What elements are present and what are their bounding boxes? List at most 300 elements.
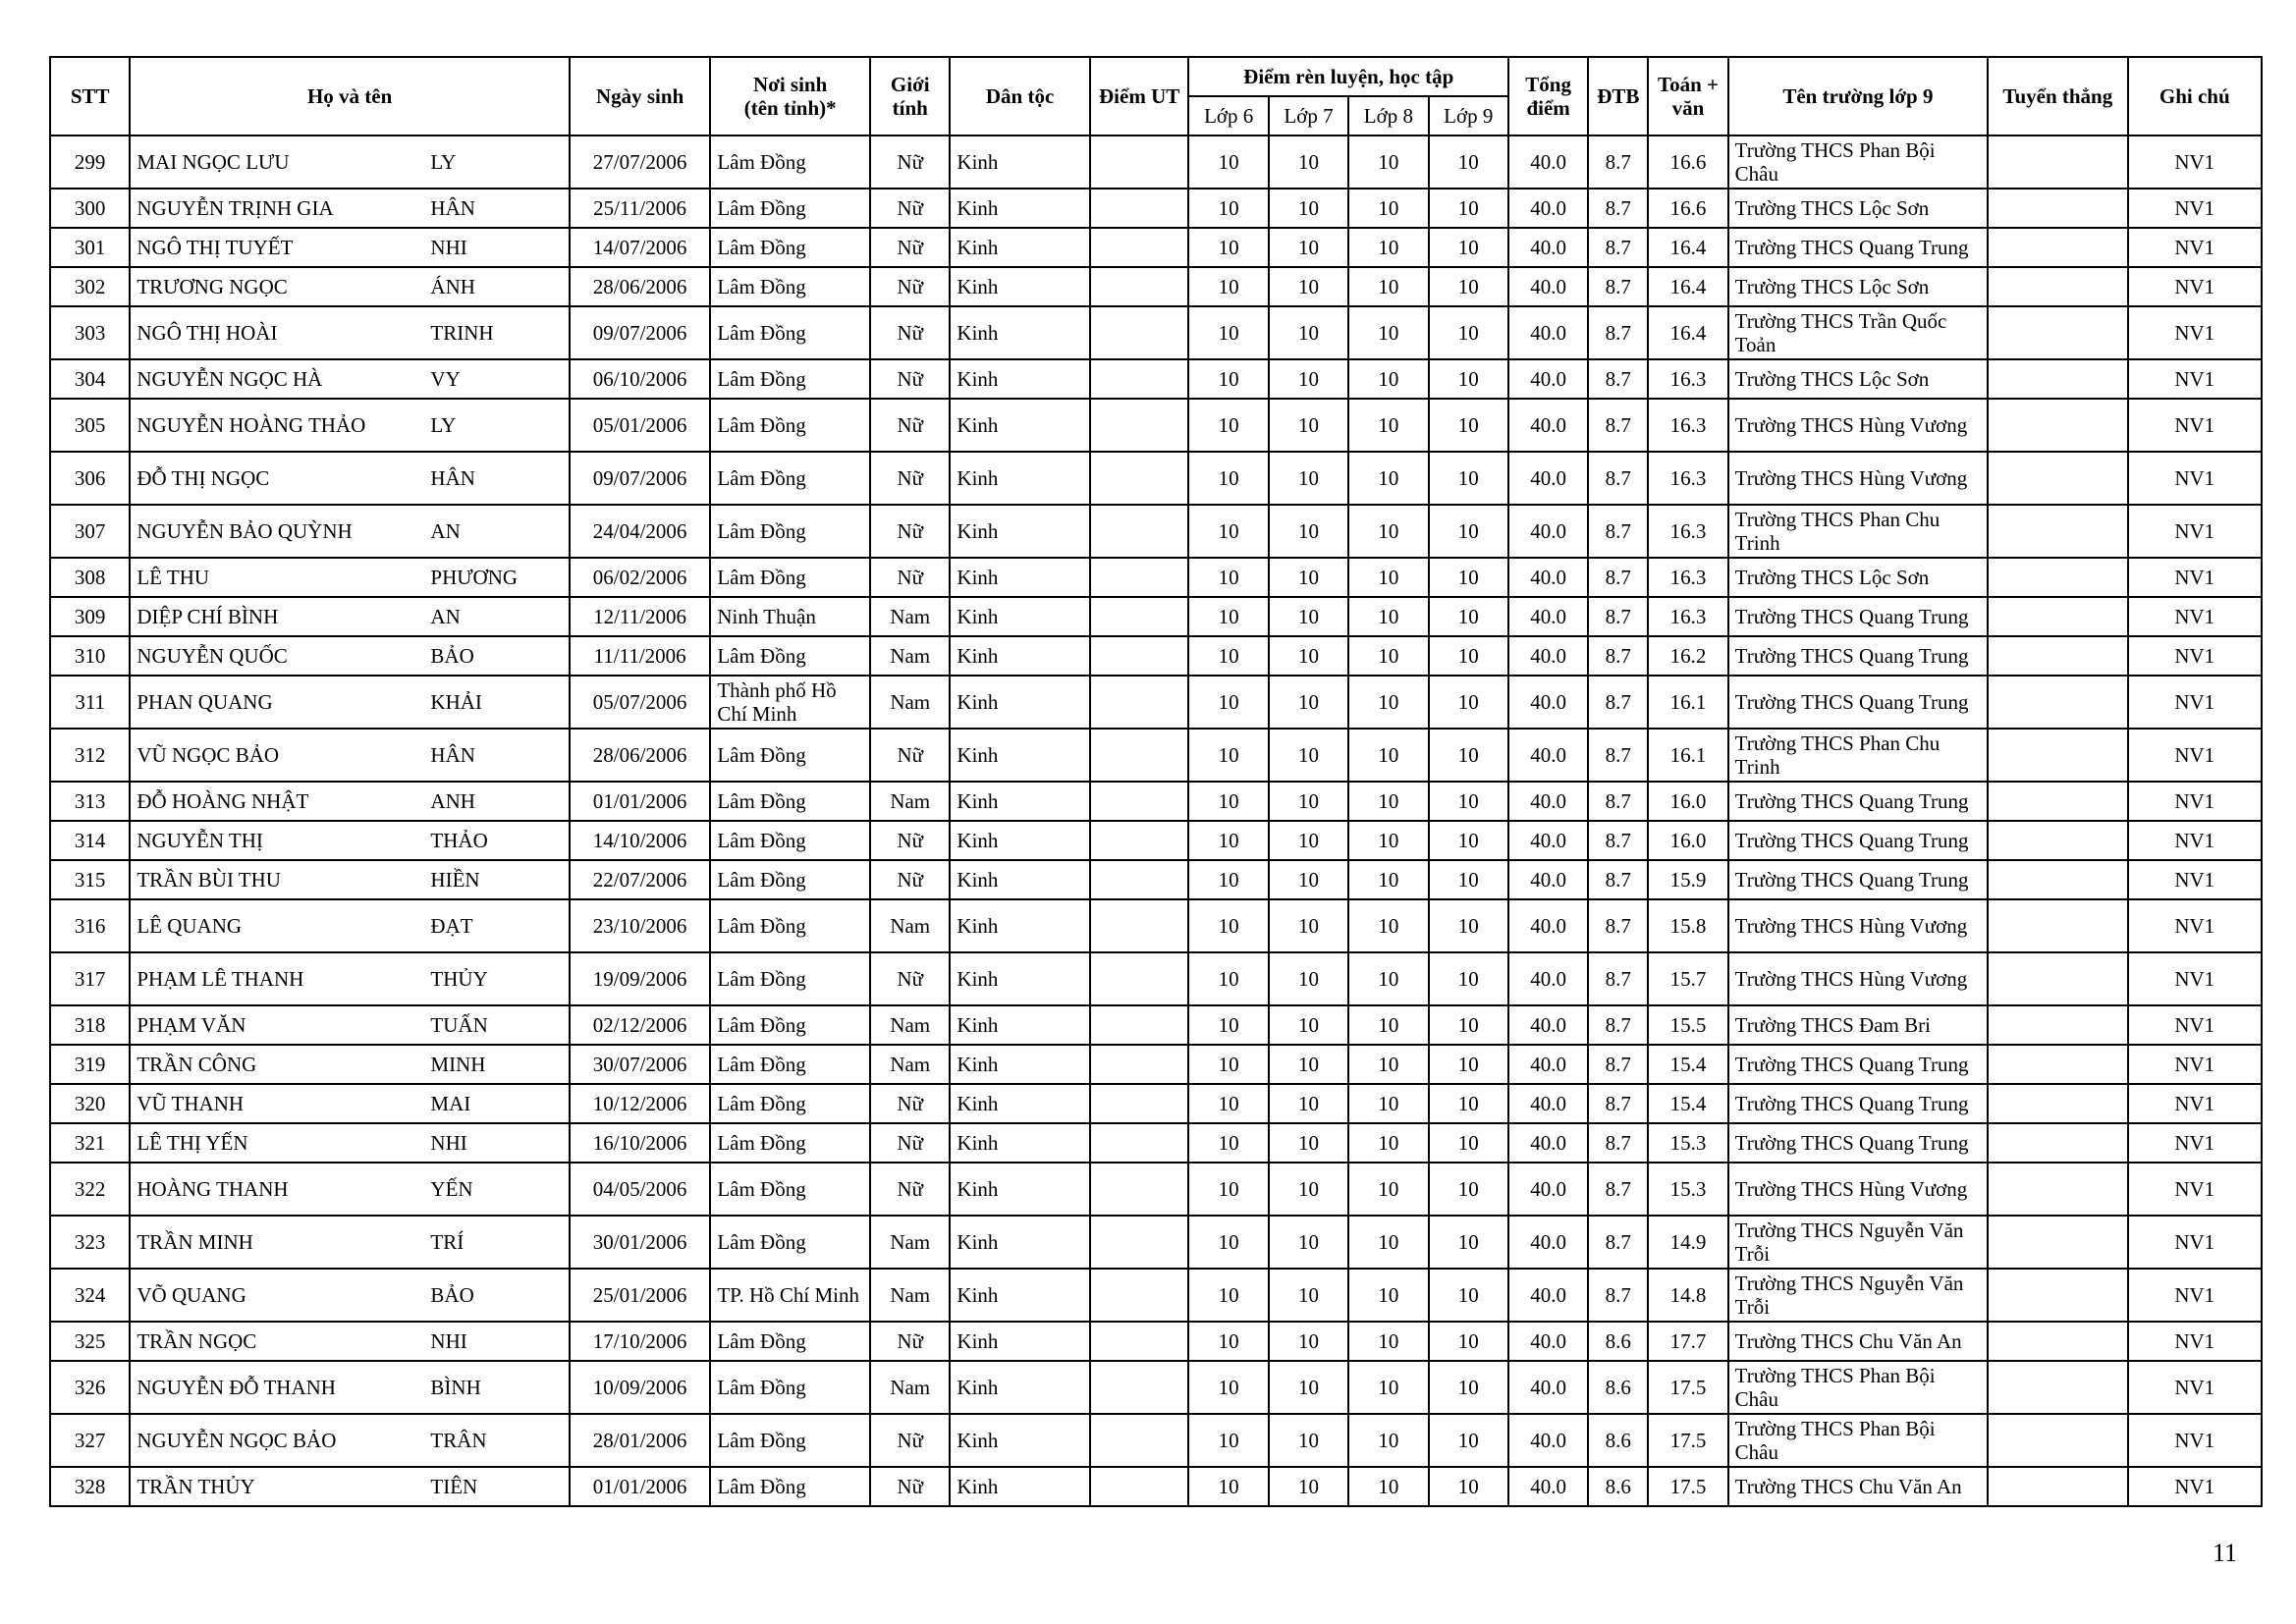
cell-noi-sinh: Lâm Đồng [710, 189, 870, 228]
cell-ten-truong: Trường THCS Hùng Vương [1728, 1163, 1988, 1216]
cell-lop6: 10 [1188, 306, 1268, 359]
cell-tuyen-thang [1988, 1045, 2127, 1084]
table-row [50, 782, 2262, 821]
cell-noi-sinh: Lâm Đồng [710, 952, 870, 1005]
cell-toan-van: 16.1 [1648, 729, 1727, 782]
cell-ten-truong: Trường THCS Hùng Vương [1728, 952, 1988, 1005]
cell-noi-sinh: Lâm Đồng [710, 821, 870, 860]
cell-gioi-tinh: Nữ [870, 821, 950, 860]
cell-lop9: 10 [1429, 1163, 1508, 1216]
cell-stt: 317 [50, 952, 130, 1005]
cell-dtb: 8.7 [1588, 860, 1648, 899]
cell-tong-diem: 40.0 [1508, 782, 1588, 821]
cell-lop7: 10 [1269, 782, 1348, 821]
cell-gioi-tinh: Nữ [870, 1467, 950, 1506]
cell-dan-toc: Kinh [950, 729, 1089, 782]
cell-ten-truong: Trường THCS Phan Bội Châu [1728, 1361, 1988, 1414]
cell-dtb: 8.7 [1588, 782, 1648, 821]
cell-ten-truong: Trường THCS Lộc Sơn [1728, 189, 1988, 228]
cell-dtb: 8.6 [1588, 1467, 1648, 1506]
cell-dan-toc: Kinh [950, 1414, 1089, 1467]
cell-stt: 320 [50, 1084, 130, 1123]
cell-ho: HOÀNG THANH [130, 1163, 424, 1216]
cell-noi-sinh: Lâm Đồng [710, 1467, 870, 1506]
cell-dan-toc: Kinh [950, 1361, 1089, 1414]
table-row [50, 899, 2262, 952]
cell-ten-truong: Trường THCS Hùng Vương [1728, 452, 1988, 505]
cell-gioi-tinh: Nam [870, 1361, 950, 1414]
cell-ho: PHẠM LÊ THANH [130, 952, 424, 1005]
cell-lop9: 10 [1429, 636, 1508, 676]
cell-lop6: 10 [1188, 1414, 1268, 1467]
cell-lop7: 10 [1269, 1467, 1348, 1506]
cell-tuyen-thang [1988, 1414, 2127, 1467]
header-tong-line2: điểm [1526, 96, 1570, 120]
cell-ghi-chu: NV1 [2128, 359, 2262, 399]
cell-lop7: 10 [1269, 1084, 1348, 1123]
cell-ten-truong: Trường THCS Quang Trung [1728, 821, 1988, 860]
cell-tuyen-thang [1988, 1216, 2127, 1269]
cell-lop7: 10 [1269, 860, 1348, 899]
cell-lop8: 10 [1348, 1163, 1428, 1216]
header-gioi-tinh-line2: tính [892, 96, 928, 120]
cell-gioi-tinh: Nữ [870, 189, 950, 228]
cell-noi-sinh: Lâm Đồng [710, 135, 870, 189]
cell-tong-diem: 40.0 [1508, 452, 1588, 505]
cell-tuyen-thang [1988, 782, 2127, 821]
cell-ten: LY [424, 135, 570, 189]
cell-ghi-chu: NV1 [2128, 676, 2262, 729]
cell-noi-sinh: Lâm Đồng [710, 1005, 870, 1045]
cell-dtb: 8.7 [1588, 952, 1648, 1005]
cell-lop7: 10 [1269, 1414, 1348, 1467]
cell-gioi-tinh: Nữ [870, 1414, 950, 1467]
cell-lop6: 10 [1188, 228, 1268, 267]
cell-dtb: 8.7 [1588, 228, 1648, 267]
cell-noi-sinh: TP. Hồ Chí Minh [710, 1269, 870, 1322]
cell-toan-van: 16.3 [1648, 452, 1727, 505]
cell-lop6: 10 [1188, 1123, 1268, 1163]
cell-toan-van: 15.5 [1648, 1005, 1727, 1045]
cell-lop7: 10 [1269, 1216, 1348, 1269]
cell-ho: TRẦN MINH [130, 1216, 424, 1269]
table-row [50, 597, 2262, 636]
header-toan-line1: Toán + [1658, 73, 1719, 96]
cell-stt: 300 [50, 189, 130, 228]
cell-gioi-tinh: Nam [870, 1269, 950, 1322]
header-stt: STT [50, 57, 130, 135]
cell-ten-truong: Trường THCS Chu Văn An [1728, 1467, 1988, 1506]
cell-tong-diem: 40.0 [1508, 899, 1588, 952]
cell-lop9: 10 [1429, 267, 1508, 306]
cell-tong-diem: 40.0 [1508, 505, 1588, 558]
table-row [50, 952, 2262, 1005]
cell-lop7: 10 [1269, 597, 1348, 636]
cell-ho: TRẦN CÔNG [130, 1045, 424, 1084]
cell-tuyen-thang [1988, 899, 2127, 952]
header-noi-sinh-line2: (tên tỉnh)* [743, 96, 837, 120]
cell-lop8: 10 [1348, 267, 1428, 306]
cell-lop7: 10 [1269, 452, 1348, 505]
cell-ngay-sinh: 27/07/2006 [570, 135, 710, 189]
cell-lop8: 10 [1348, 1414, 1428, 1467]
cell-dtb: 8.7 [1588, 1005, 1648, 1045]
cell-toan-van: 16.4 [1648, 267, 1727, 306]
cell-gioi-tinh: Nữ [870, 952, 950, 1005]
cell-diem-ut [1090, 228, 1189, 267]
table-row [50, 452, 2262, 505]
cell-ten: TIÊN [424, 1467, 570, 1506]
cell-noi-sinh: Lâm Đồng [710, 1322, 870, 1361]
cell-diem-ut [1090, 399, 1189, 452]
cell-diem-ut [1090, 558, 1189, 597]
cell-tong-diem: 40.0 [1508, 1045, 1588, 1084]
cell-tong-diem: 40.0 [1508, 399, 1588, 452]
cell-dtb: 8.7 [1588, 1084, 1648, 1123]
cell-lop9: 10 [1429, 1361, 1508, 1414]
cell-dan-toc: Kinh [950, 860, 1089, 899]
cell-noi-sinh: Lâm Đồng [710, 899, 870, 952]
cell-lop7: 10 [1269, 952, 1348, 1005]
cell-diem-ut [1090, 359, 1189, 399]
cell-noi-sinh: Lâm Đồng [710, 1045, 870, 1084]
cell-diem-ut [1090, 952, 1189, 1005]
cell-ngay-sinh: 01/01/2006 [570, 1467, 710, 1506]
table-row [50, 729, 2262, 782]
cell-ten-truong: Trường THCS Phan Chu Trinh [1728, 505, 1988, 558]
cell-gioi-tinh: Nữ [870, 1084, 950, 1123]
cell-ho: TRẦN NGỌC [130, 1322, 424, 1361]
cell-lop7: 10 [1269, 267, 1348, 306]
cell-lop9: 10 [1429, 306, 1508, 359]
header-lop8: Lớp 8 [1348, 96, 1428, 135]
cell-toan-van: 15.4 [1648, 1084, 1727, 1123]
cell-toan-van: 16.6 [1648, 189, 1727, 228]
cell-ho: NGUYỄN THỊ [130, 821, 424, 860]
cell-stt: 312 [50, 729, 130, 782]
cell-tong-diem: 40.0 [1508, 860, 1588, 899]
cell-tuyen-thang [1988, 505, 2127, 558]
cell-ten: AN [424, 597, 570, 636]
cell-ngay-sinh: 01/01/2006 [570, 782, 710, 821]
cell-tong-diem: 40.0 [1508, 1467, 1588, 1506]
cell-lop6: 10 [1188, 1361, 1268, 1414]
cell-ten-truong: Trường THCS Lộc Sơn [1728, 558, 1988, 597]
cell-ten: MINH [424, 1045, 570, 1084]
cell-ten: MAI [424, 1084, 570, 1123]
cell-lop8: 10 [1348, 782, 1428, 821]
cell-diem-ut [1090, 1322, 1189, 1361]
cell-tong-diem: 40.0 [1508, 359, 1588, 399]
cell-toan-van: 17.5 [1648, 1467, 1727, 1506]
cell-dtb: 8.7 [1588, 1123, 1648, 1163]
cell-tong-diem: 40.0 [1508, 135, 1588, 189]
cell-tuyen-thang [1988, 1005, 2127, 1045]
cell-dtb: 8.7 [1588, 189, 1648, 228]
cell-ghi-chu: NV1 [2128, 558, 2262, 597]
table-row [50, 1005, 2262, 1045]
cell-ngay-sinh: 25/01/2006 [570, 1269, 710, 1322]
cell-lop6: 10 [1188, 558, 1268, 597]
cell-lop6: 10 [1188, 135, 1268, 189]
cell-ten: KHẢI [424, 676, 570, 729]
cell-lop9: 10 [1429, 597, 1508, 636]
cell-tuyen-thang [1988, 558, 2127, 597]
cell-lop7: 10 [1269, 1005, 1348, 1045]
table-row [50, 636, 2262, 676]
cell-ho: TRƯƠNG NGỌC [130, 267, 424, 306]
cell-stt: 304 [50, 359, 130, 399]
header-noi-sinh [710, 57, 870, 135]
cell-lop8: 10 [1348, 1269, 1428, 1322]
cell-lop7: 10 [1269, 505, 1348, 558]
cell-ten: TRÍ [424, 1216, 570, 1269]
cell-lop8: 10 [1348, 399, 1428, 452]
cell-lop7: 10 [1269, 135, 1348, 189]
cell-toan-van: 14.8 [1648, 1269, 1727, 1322]
cell-lop6: 10 [1188, 952, 1268, 1005]
cell-ho: NGÔ THỊ HOÀI [130, 306, 424, 359]
cell-diem-ut [1090, 1005, 1189, 1045]
cell-ho: PHAN QUANG [130, 676, 424, 729]
cell-ghi-chu: NV1 [2128, 782, 2262, 821]
cell-ghi-chu: NV1 [2128, 860, 2262, 899]
cell-dtb: 8.7 [1588, 899, 1648, 952]
cell-dtb: 8.6 [1588, 1414, 1648, 1467]
cell-dan-toc: Kinh [950, 952, 1089, 1005]
cell-lop8: 10 [1348, 1322, 1428, 1361]
cell-noi-sinh: Lâm Đồng [710, 1414, 870, 1467]
cell-stt: 322 [50, 1163, 130, 1216]
table-row [50, 1216, 2262, 1269]
cell-lop8: 10 [1348, 1045, 1428, 1084]
cell-toan-van: 16.3 [1648, 558, 1727, 597]
cell-diem-ut [1090, 1269, 1189, 1322]
cell-lop6: 10 [1188, 267, 1268, 306]
cell-diem-ut [1090, 636, 1189, 676]
cell-dan-toc: Kinh [950, 821, 1089, 860]
cell-tong-diem: 40.0 [1508, 267, 1588, 306]
cell-lop6: 10 [1188, 1045, 1268, 1084]
cell-dan-toc: Kinh [950, 1084, 1089, 1123]
cell-stt: 302 [50, 267, 130, 306]
cell-lop6: 10 [1188, 1163, 1268, 1216]
cell-tuyen-thang [1988, 952, 2127, 1005]
cell-tuyen-thang [1988, 597, 2127, 636]
cell-dan-toc: Kinh [950, 558, 1089, 597]
cell-lop7: 10 [1269, 899, 1348, 952]
cell-ghi-chu: NV1 [2128, 1414, 2262, 1467]
cell-tuyen-thang [1988, 1123, 2127, 1163]
cell-toan-van: 16.3 [1648, 505, 1727, 558]
cell-lop6: 10 [1188, 821, 1268, 860]
cell-diem-ut [1090, 729, 1189, 782]
cell-ngay-sinh: 22/07/2006 [570, 860, 710, 899]
cell-lop7: 10 [1269, 359, 1348, 399]
cell-ten-truong: Trường THCS Quang Trung [1728, 228, 1988, 267]
cell-lop7: 10 [1269, 1361, 1348, 1414]
cell-lop7: 10 [1269, 558, 1348, 597]
table-row [50, 135, 2262, 189]
header-ghi-chu: Ghi chú [2128, 57, 2262, 135]
cell-ngay-sinh: 05/07/2006 [570, 676, 710, 729]
cell-ghi-chu: NV1 [2128, 399, 2262, 452]
cell-noi-sinh: Lâm Đồng [710, 228, 870, 267]
cell-ho: TRẦN BÙI THU [130, 860, 424, 899]
cell-ngay-sinh: 25/11/2006 [570, 189, 710, 228]
cell-diem-ut [1090, 676, 1189, 729]
cell-diem-ut [1090, 860, 1189, 899]
cell-ten: ÁNH [424, 267, 570, 306]
cell-diem-ut [1090, 189, 1189, 228]
cell-lop8: 10 [1348, 558, 1428, 597]
cell-toan-van: 17.7 [1648, 1322, 1727, 1361]
cell-ten-truong: Trường THCS Quang Trung [1728, 1123, 1988, 1163]
cell-lop9: 10 [1429, 505, 1508, 558]
cell-dan-toc: Kinh [950, 228, 1089, 267]
cell-toan-van: 16.4 [1648, 306, 1727, 359]
cell-ghi-chu: NV1 [2128, 1084, 2262, 1123]
cell-lop9: 10 [1429, 676, 1508, 729]
cell-lop6: 10 [1188, 189, 1268, 228]
cell-tuyen-thang [1988, 676, 2127, 729]
cell-dan-toc: Kinh [950, 676, 1089, 729]
cell-noi-sinh: Lâm Đồng [710, 782, 870, 821]
cell-ghi-chu: NV1 [2128, 228, 2262, 267]
cell-diem-ut [1090, 267, 1189, 306]
cell-dtb: 8.7 [1588, 1045, 1648, 1084]
cell-tong-diem: 40.0 [1508, 1322, 1588, 1361]
cell-dan-toc: Kinh [950, 359, 1089, 399]
cell-diem-ut [1090, 1216, 1189, 1269]
table-row [50, 558, 2262, 597]
cell-ngay-sinh: 12/11/2006 [570, 597, 710, 636]
header-ho-ten: Họ và tên [130, 57, 570, 135]
cell-toan-van: 16.3 [1648, 597, 1727, 636]
cell-ho: NGUYỄN NGỌC BẢO [130, 1414, 424, 1467]
cell-ngay-sinh: 14/10/2006 [570, 821, 710, 860]
header-lop9: Lớp 9 [1429, 96, 1508, 135]
cell-ten-truong: Trường THCS Nguyễn Văn Trỗi [1728, 1216, 1988, 1269]
cell-tuyen-thang [1988, 452, 2127, 505]
cell-dan-toc: Kinh [950, 1216, 1089, 1269]
cell-dan-toc: Kinh [950, 636, 1089, 676]
cell-tuyen-thang [1988, 729, 2127, 782]
cell-dan-toc: Kinh [950, 452, 1089, 505]
cell-ten: HÂN [424, 189, 570, 228]
cell-lop7: 10 [1269, 729, 1348, 782]
cell-ten: THỦY [424, 952, 570, 1005]
table-row [50, 189, 2262, 228]
cell-lop9: 10 [1429, 1123, 1508, 1163]
cell-tuyen-thang [1988, 821, 2127, 860]
cell-noi-sinh: Lâm Đồng [710, 306, 870, 359]
cell-ten: ANH [424, 782, 570, 821]
cell-ngay-sinh: 28/06/2006 [570, 267, 710, 306]
cell-gioi-tinh: Nam [870, 782, 950, 821]
cell-lop8: 10 [1348, 1361, 1428, 1414]
cell-diem-ut [1090, 821, 1189, 860]
header-noi-sinh-line1: Nơi sinh [753, 73, 828, 96]
cell-stt: 327 [50, 1414, 130, 1467]
table-row [50, 267, 2262, 306]
cell-lop9: 10 [1429, 1084, 1508, 1123]
cell-lop7: 10 [1269, 189, 1348, 228]
cell-ten: NHI [424, 1322, 570, 1361]
cell-ngay-sinh: 02/12/2006 [570, 1005, 710, 1045]
cell-lop8: 10 [1348, 452, 1428, 505]
table-row [50, 505, 2262, 558]
cell-lop8: 10 [1348, 821, 1428, 860]
cell-stt: 318 [50, 1005, 130, 1045]
cell-ho: TRẦN THỦY [130, 1467, 424, 1506]
cell-ngay-sinh: 06/02/2006 [570, 558, 710, 597]
cell-gioi-tinh: Nữ [870, 505, 950, 558]
cell-noi-sinh: Lâm Đồng [710, 1123, 870, 1163]
cell-ngay-sinh: 19/09/2006 [570, 952, 710, 1005]
cell-tuyen-thang [1988, 359, 2127, 399]
cell-ho: NGUYỄN HOÀNG THẢO [130, 399, 424, 452]
cell-lop6: 10 [1188, 1084, 1268, 1123]
cell-tuyen-thang [1988, 306, 2127, 359]
cell-dtb: 8.7 [1588, 1216, 1648, 1269]
header-diem-ren-luyen: Điểm rèn luyện, học tập [1188, 57, 1507, 96]
cell-noi-sinh: Lâm Đồng [710, 1361, 870, 1414]
cell-ten: BẢO [424, 1269, 570, 1322]
cell-tong-diem: 40.0 [1508, 636, 1588, 676]
cell-ten-truong: Trường THCS Hùng Vương [1728, 399, 1988, 452]
cell-lop7: 10 [1269, 636, 1348, 676]
cell-noi-sinh: Thành phố Hồ Chí Minh [710, 676, 870, 729]
cell-ngay-sinh: 05/01/2006 [570, 399, 710, 452]
cell-noi-sinh: Lâm Đồng [710, 558, 870, 597]
cell-stt: 316 [50, 899, 130, 952]
cell-ten: HIỀN [424, 860, 570, 899]
cell-tong-diem: 40.0 [1508, 1163, 1588, 1216]
cell-tong-diem: 40.0 [1508, 1123, 1588, 1163]
cell-ho: MAI NGỌC LƯU [130, 135, 424, 189]
cell-ho: VÕ QUANG [130, 1269, 424, 1322]
cell-ghi-chu: NV1 [2128, 1123, 2262, 1163]
cell-tong-diem: 40.0 [1508, 306, 1588, 359]
cell-tuyen-thang [1988, 860, 2127, 899]
cell-dan-toc: Kinh [950, 1005, 1089, 1045]
cell-tong-diem: 40.0 [1508, 558, 1588, 597]
cell-ngay-sinh: 06/10/2006 [570, 359, 710, 399]
cell-ten-truong: Trường THCS Đam Bri [1728, 1005, 1988, 1045]
cell-lop6: 10 [1188, 452, 1268, 505]
cell-dtb: 8.7 [1588, 399, 1648, 452]
cell-lop8: 10 [1348, 228, 1428, 267]
header-diem-ut: Điểm UT [1090, 57, 1189, 135]
cell-diem-ut [1090, 597, 1189, 636]
cell-ghi-chu: NV1 [2128, 1467, 2262, 1506]
cell-lop9: 10 [1429, 899, 1508, 952]
cell-gioi-tinh: Nữ [870, 860, 950, 899]
cell-dtb: 8.7 [1588, 135, 1648, 189]
cell-ho: ĐỖ THỊ NGỌC [130, 452, 424, 505]
cell-diem-ut [1090, 899, 1189, 952]
cell-ho: LÊ QUANG [130, 899, 424, 952]
table-row [50, 860, 2262, 899]
cell-noi-sinh: Lâm Đồng [710, 1216, 870, 1269]
cell-toan-van: 17.5 [1648, 1361, 1727, 1414]
cell-ghi-chu: NV1 [2128, 597, 2262, 636]
table-row [50, 1045, 2262, 1084]
cell-ghi-chu: NV1 [2128, 899, 2262, 952]
cell-tuyen-thang [1988, 1467, 2127, 1506]
cell-ghi-chu: NV1 [2128, 189, 2262, 228]
